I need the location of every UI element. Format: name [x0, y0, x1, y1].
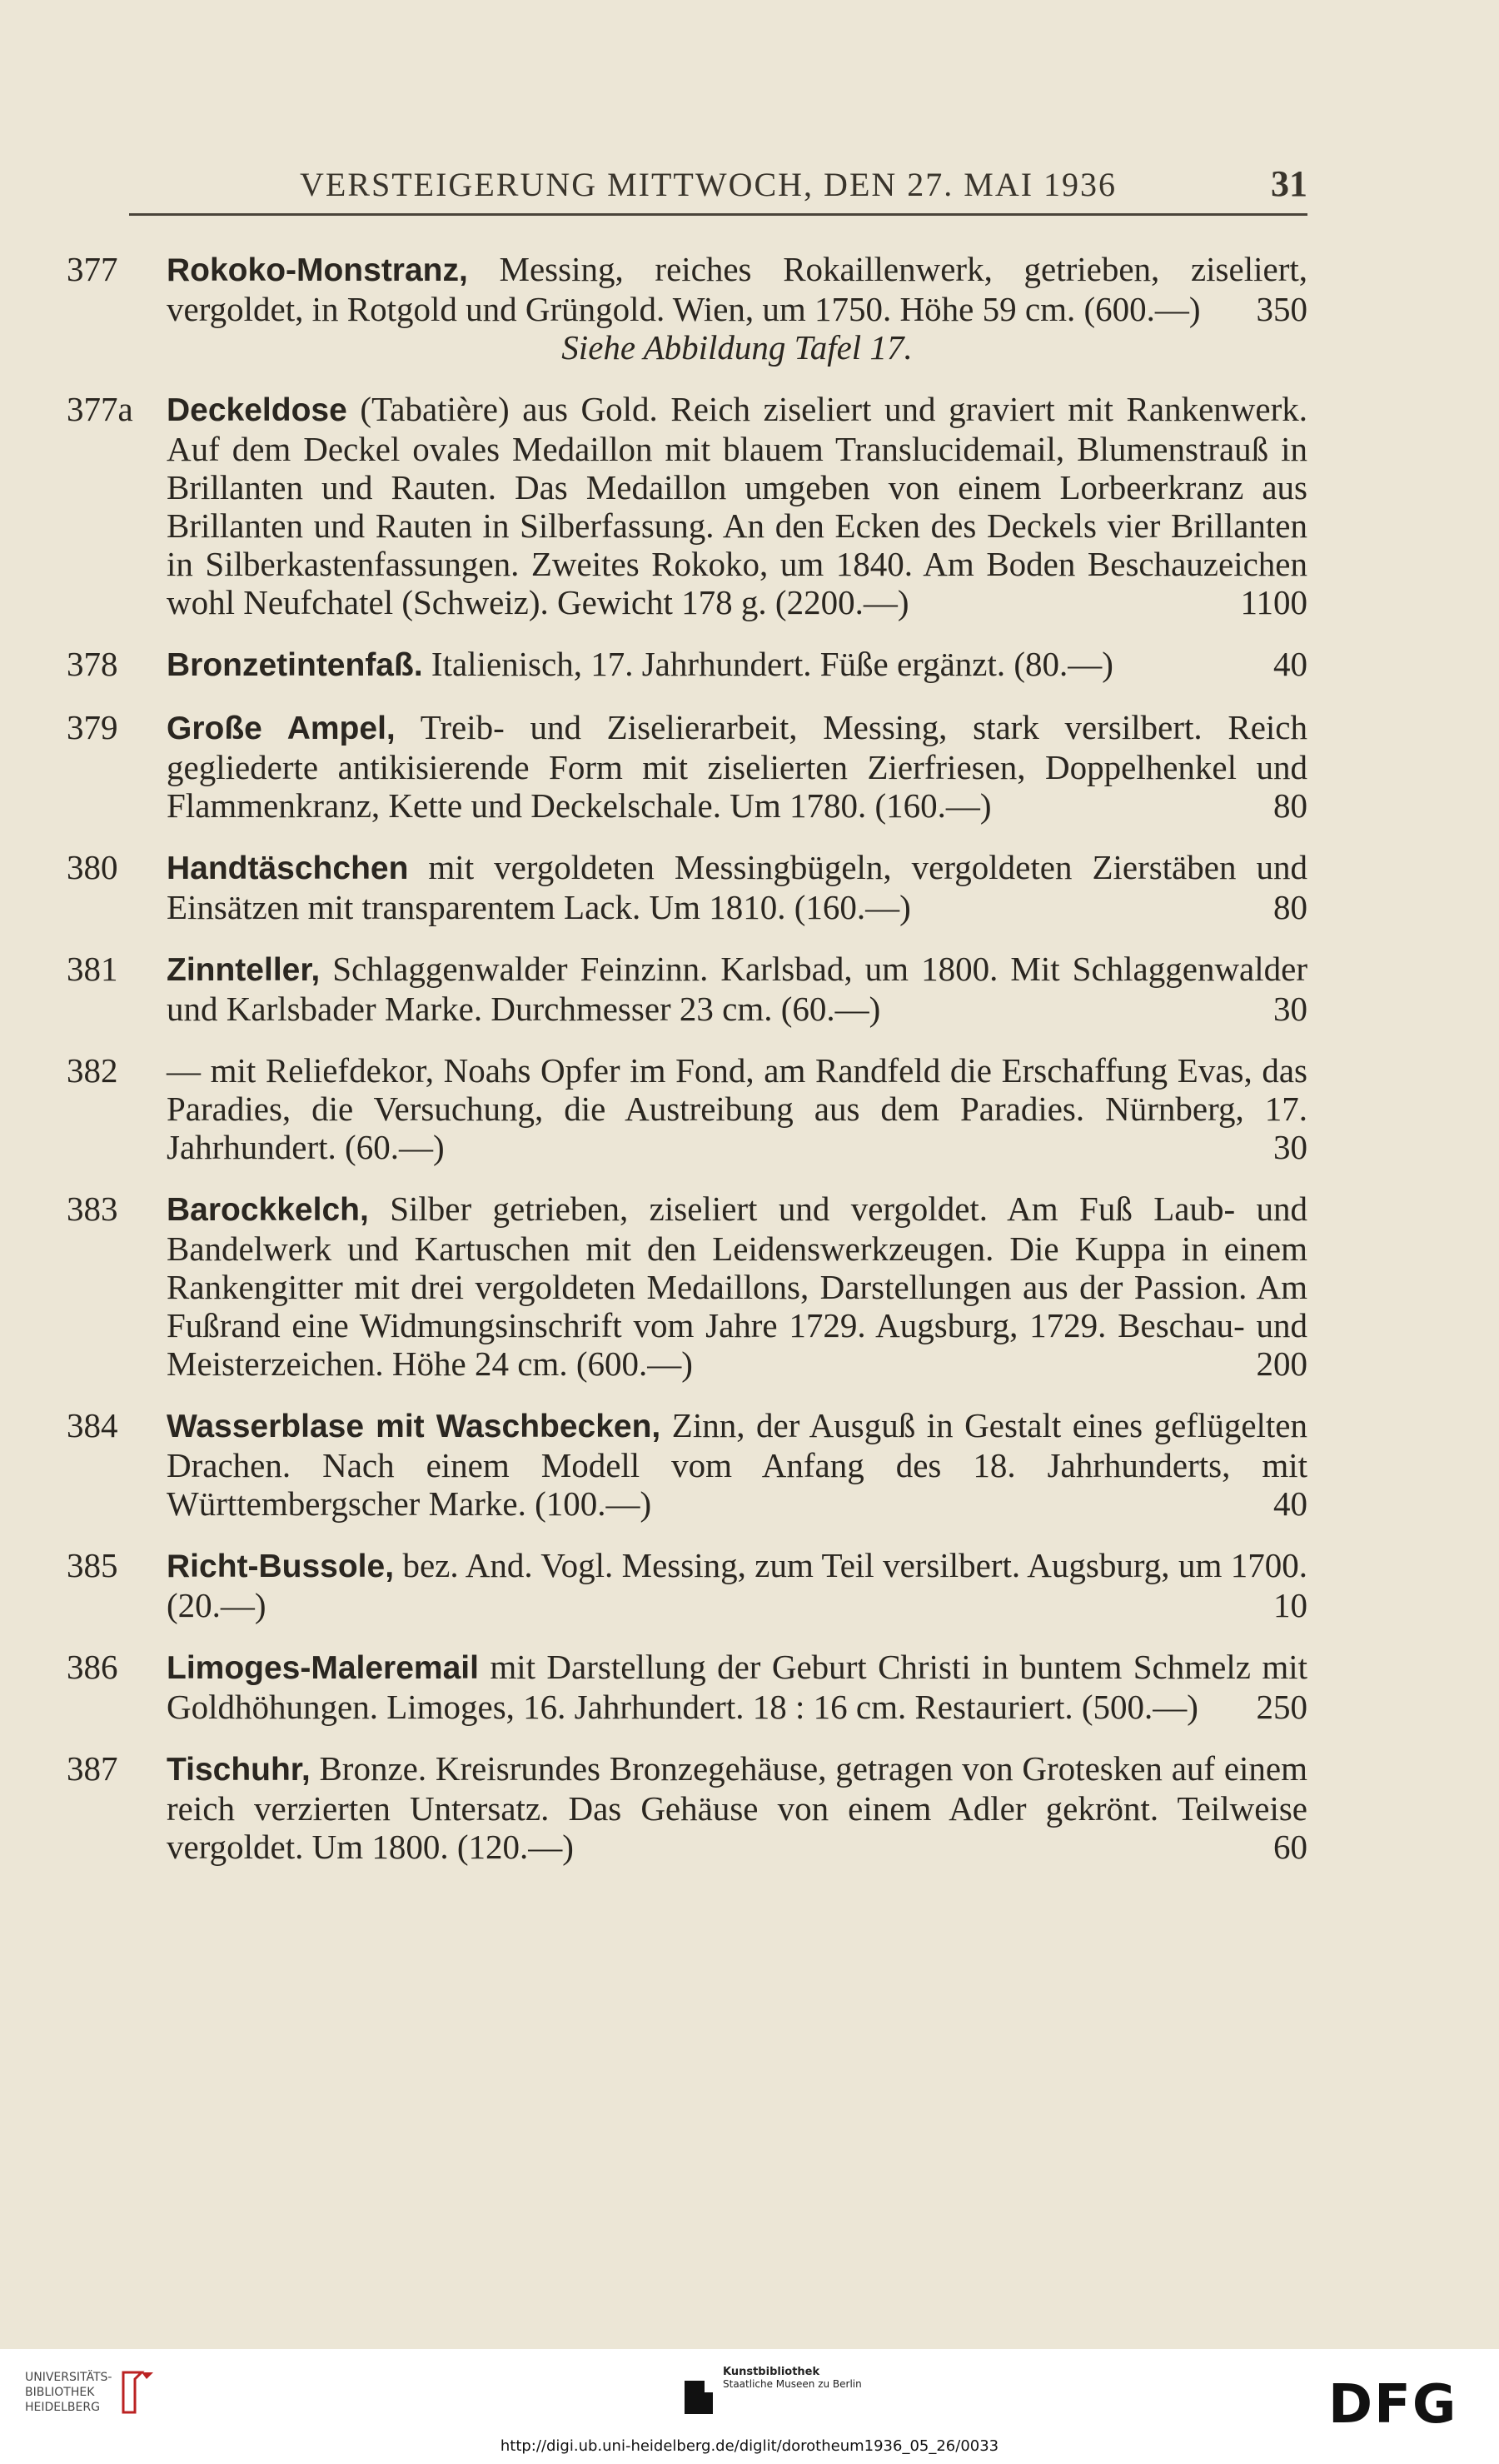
lot-description	[167, 1406, 1307, 1523]
lot-price: 40	[1273, 645, 1307, 683]
lot-number: 383	[67, 1190, 118, 1228]
lot-number: 385	[67, 1546, 118, 1584]
lot-price: 80	[1273, 786, 1307, 825]
lot-price: 1100	[1240, 583, 1307, 621]
lot-price: 30	[1273, 990, 1307, 1028]
lot-number: 387	[67, 1749, 118, 1788]
lot-number: 379	[67, 708, 118, 746]
ub-logo-line2: BIBLIOTHEK	[25, 2386, 95, 2399]
catalog-entry	[67, 1190, 1307, 1383]
lot-caption: Siehe Abbildung Tafel 17.	[561, 328, 913, 367]
lot-description	[167, 1051, 1307, 1166]
lot-description	[167, 1749, 1307, 1866]
catalog-entry	[67, 1749, 1307, 1866]
lot-description	[167, 848, 1307, 926]
kunstbibliothek-mark-icon	[683, 2376, 715, 2417]
lot-number: 381	[67, 950, 118, 988]
lot-price: 40	[1273, 1484, 1307, 1523]
lot-body: mit vergoldeten Messingbügeln, vergoldeten Zierstäben und Einsätzen mit transparentem Lack. Um 1810. (160.—)	[167, 848, 1307, 926]
lot-price: 30	[1273, 1128, 1307, 1166]
lot-title: Zinnteller,	[167, 952, 321, 988]
lot-price: 10	[1273, 1586, 1307, 1624]
catalog-entry	[67, 250, 1307, 367]
lot-description	[167, 950, 1307, 1028]
lot-description	[167, 1546, 1307, 1624]
lot-description	[167, 708, 1307, 825]
lot-price: 350	[1256, 290, 1307, 328]
lot-body: — mit Reliefdekor, Noahs Opfer im Fond, am Randfeld die Erschaffung Evas, das Paradies, die Versuchung, die Austreibung aus dem Paradies. Nürnberg, 17. Jahrhundert. (60.—)	[167, 1051, 1307, 1166]
lot-body: Silber getrieben, ziseliert und vergoldet. Am Fuß Laub- und Bandelwerk und Kartuschen mit den Leidenswerkzeugen. Die Kuppa in einem Rankengitter mit drei vergoldeten Medaillons, Darstellungen aus der Passion. Am Fußrand eine Widmungsinschrift vom Jahre 1729. Augsburg, 1729. Beschau- und Meisterzeichen. Höhe 24 cm. (600.—)	[167, 1190, 1307, 1383]
catalog-entry	[67, 1546, 1307, 1624]
lot-body: Schlaggenwalder Feinzinn. Karlsbad, um 1800. Mit Schlaggenwalder und Karlsbader Marke. Durchmesser 23 cm. (60.—)	[167, 950, 1307, 1028]
lot-description	[167, 645, 1307, 685]
lot-body: Bronze. Kreisrundes Bronzegehäuse, getragen von Grotesken auf einem reich verzierten Untersatz. Das Gehäuse von einem Adler gekrönt. Teilweise vergoldet. Um 1800. (120.—)	[167, 1749, 1307, 1866]
ub-logo-line1: UNIVERSITÄTS-	[25, 2371, 112, 2384]
lot-number: 380	[67, 848, 118, 886]
lot-body: mit Darstellung der Geburt Christi in buntem Schmelz mit Goldhöhungen. Limoges, 16. Jahrhundert. 18 : 16 cm. Restauriert. (500.—)	[167, 1648, 1307, 1726]
lot-price: 60	[1273, 1828, 1307, 1866]
lot-price: 250	[1256, 1688, 1307, 1726]
lot-body: (Tabatière) aus Gold. Reich ziseliert und graviert mit Rankenwerk. Auf dem Deckel ovales Medaillon mit blauem Translucidemail, Blumenstrauß in Brillanten und Rauten. Das Medaillon umgeben von einem Lorbeerkranz aus Brillanten und Rauten in Silberfassung. An den Ecken des Deckels vier Brillanten in Silberkastenfassungen. Zweites Rokoko, um 1840. Am Boden Beschauzeichen wohl Neufchatel (Schweiz). Gewicht 178 g. (2200.—)	[167, 390, 1307, 621]
lot-number: 384	[67, 1406, 118, 1444]
lot-number: 378	[67, 645, 118, 683]
catalog-entries	[67, 250, 1307, 1889]
lot-title: Bronzetintenfaß.	[167, 647, 423, 683]
kb-name: Kunstbibliothek	[723, 2366, 820, 2378]
kb-subtitle: Staatliche Museen zu Berlin	[723, 2378, 862, 2390]
lot-description	[167, 1648, 1307, 1726]
ub-logo-text	[25, 2370, 112, 2415]
lot-body: Zinn, der Ausguß in Gestalt eines geflügelten Drachen. Nach einem Modell vom Anfang des 18. Jahrhunderts, mit Württembergscher Marke. (100.—)	[167, 1406, 1307, 1523]
dfg-logo[interactable]: DFG	[1328, 2374, 1458, 2436]
lot-price: 200	[1256, 1344, 1307, 1383]
ub-heidelberg-logo[interactable]	[25, 2367, 160, 2417]
lot-title: Wasserblase mit Waschbecken,	[167, 1409, 661, 1444]
catalog-entry	[67, 1051, 1307, 1166]
lot-number: 386	[67, 1648, 118, 1686]
lot-price: 80	[1273, 888, 1307, 926]
catalog-entry	[67, 1648, 1307, 1726]
lot-number: 382	[67, 1051, 118, 1090]
lot-description	[167, 390, 1307, 621]
lot-number: 377	[67, 250, 118, 288]
lot-title: Deckeldose	[167, 392, 347, 428]
crest-icon	[117, 2367, 160, 2417]
lot-title: Tischuhr,	[167, 1752, 311, 1788]
catalog-entry	[67, 1406, 1307, 1523]
catalog-entry	[67, 645, 1307, 685]
lot-body: Italienisch, 17. Jahrhundert. Füße ergänzt. (80.—)	[422, 645, 1113, 683]
lot-number: 377a	[67, 390, 133, 428]
running-head	[125, 162, 1307, 205]
ub-logo-line3: HEIDELBERG	[25, 2401, 100, 2414]
lot-body: Messing, reiches Rokaillenwerk, getrieben, ziseliert, vergoldet, in Rotgold und Grüngold. Wien, um 1750. Höhe 59 cm. (600.—)	[167, 250, 1307, 328]
catalog-entry	[67, 390, 1307, 621]
kunstbibliothek-logo[interactable]	[683, 2366, 862, 2417]
page-url[interactable]: http://digi.ub.uni-heidelberg.de/diglit/dorotheum1936_05_26/0033	[500, 2437, 999, 2455]
lot-title: Rokoko-Monstranz,	[167, 252, 468, 288]
lot-description	[167, 1190, 1307, 1383]
lot-title: Handtäschchen	[167, 850, 409, 886]
header-rule	[129, 213, 1307, 216]
lot-description	[167, 250, 1307, 328]
lot-body: Treib- und Ziselierarbeit, Messing, stark versilbert. Reich gegliederte antikisierende Form mit ziselierten Zierfriesen, Doppelhenkel und Flammenkranz, Kette und Deckelschale. Um 1780. (160.—)	[167, 708, 1308, 825]
running-head-title: VERSTEIGERUNG MITTWOCH, DEN 27. MAI 1936	[300, 166, 1118, 203]
lot-title: Richt-Bussole,	[167, 1549, 395, 1584]
lot-title: Barockkelch,	[167, 1192, 369, 1228]
catalog-entry	[67, 950, 1307, 1028]
footer-bar	[0, 2349, 1499, 2464]
catalog-entry	[67, 708, 1307, 825]
catalog-entry	[67, 848, 1307, 926]
page-number: 31	[1271, 163, 1307, 204]
lot-body: bez. And. Vogl. Messing, zum Teil versilbert. Augsburg, um 1700. (20.—)	[167, 1546, 1307, 1624]
lot-title: Limoges-Maleremail	[167, 1650, 479, 1686]
lot-title: Große Ampel,	[167, 711, 396, 746]
